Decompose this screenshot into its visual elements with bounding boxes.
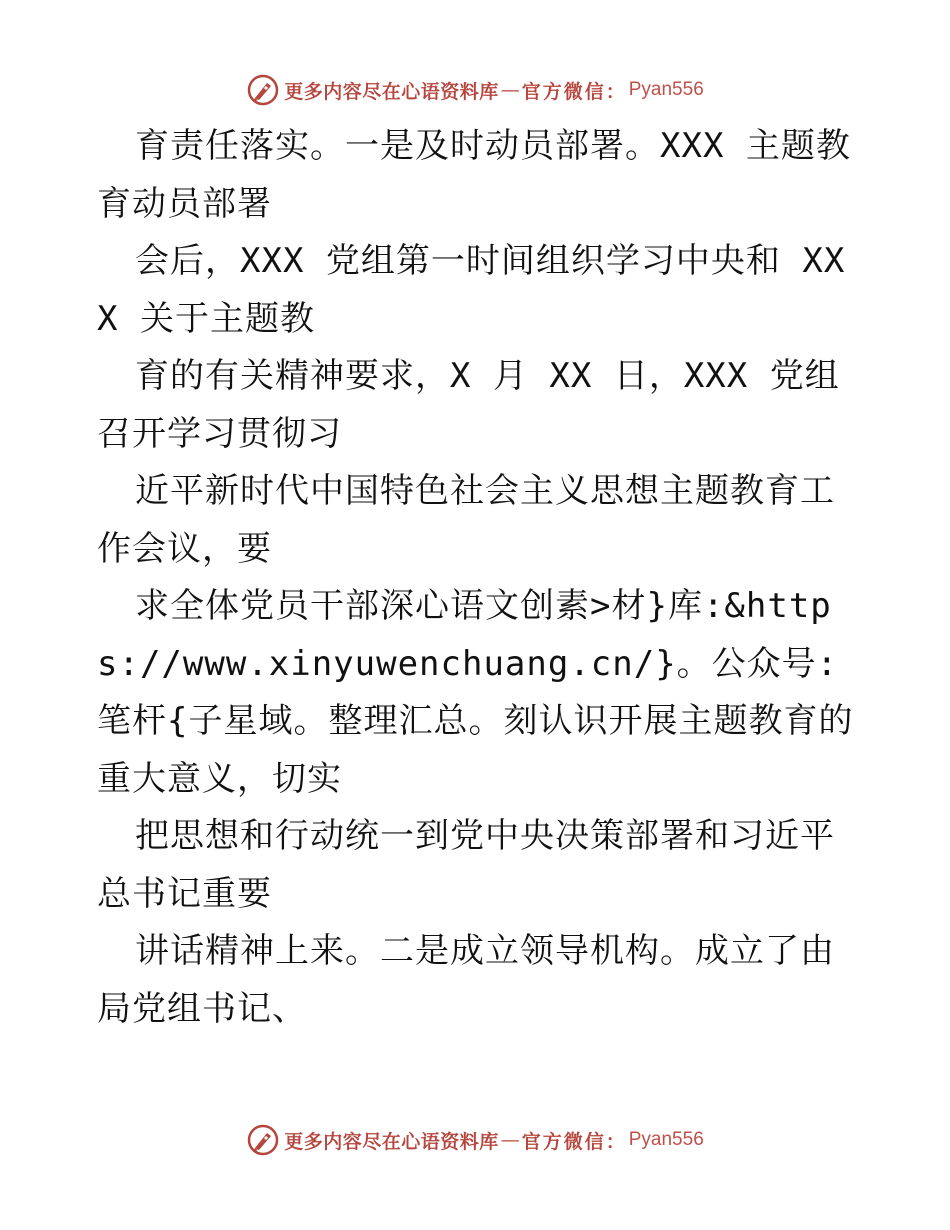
pen-nib-logo-icon <box>246 73 280 107</box>
footer-wechat-label: 官方微信： <box>521 1130 627 1153</box>
paragraph-3: 育的有关精神要求，X 月 XX 日，XXX 党组召开学习贯彻习 <box>97 356 840 454</box>
footer-banner-text: 更多内容尽在心语资料库 <box>284 1130 499 1153</box>
paragraph-6: 把思想和行动统一到党中央决策部署和习近平总书记重要 <box>97 816 835 914</box>
paragraph-7: 讲话精神上来。二是成立领导机构。成立了由局党组书记、 <box>97 931 835 1029</box>
paragraph-4: 近平新时代中国特色社会主义思想主题教育工作会议，要 <box>97 471 835 569</box>
footer-banner-dash: — <box>500 1129 520 1151</box>
header-wechat-handle: Pyan556 <box>628 79 704 100</box>
header-wechat-label: 官方微信： <box>521 80 627 103</box>
footer-banner <box>0 1120 950 1160</box>
paragraph-1: 育责任落实。一是及时动员部署。XXX 主题教育动员部署 <box>97 126 851 224</box>
paragraph-2: 会后，XXX 党组第一时间组织学习中央和 XXX 关于主题教 <box>97 241 846 339</box>
header-banner <box>0 70 950 110</box>
body-text <box>97 118 857 1038</box>
pen-nib-logo-icon <box>246 1123 280 1157</box>
header-banner-text: 更多内容尽在心语资料库 <box>284 80 499 103</box>
header-banner-dash: — <box>500 79 520 101</box>
footer-wechat-handle: Pyan556 <box>628 1129 704 1150</box>
paragraph-5: 求全体党员干部深心语文创素>材}库:&https://www.xinyuwenchuang.cn/}。公众号: 笔杆{子星域。整理汇总。刻认识开展主题教育的重大意义，切实 <box>97 586 854 799</box>
